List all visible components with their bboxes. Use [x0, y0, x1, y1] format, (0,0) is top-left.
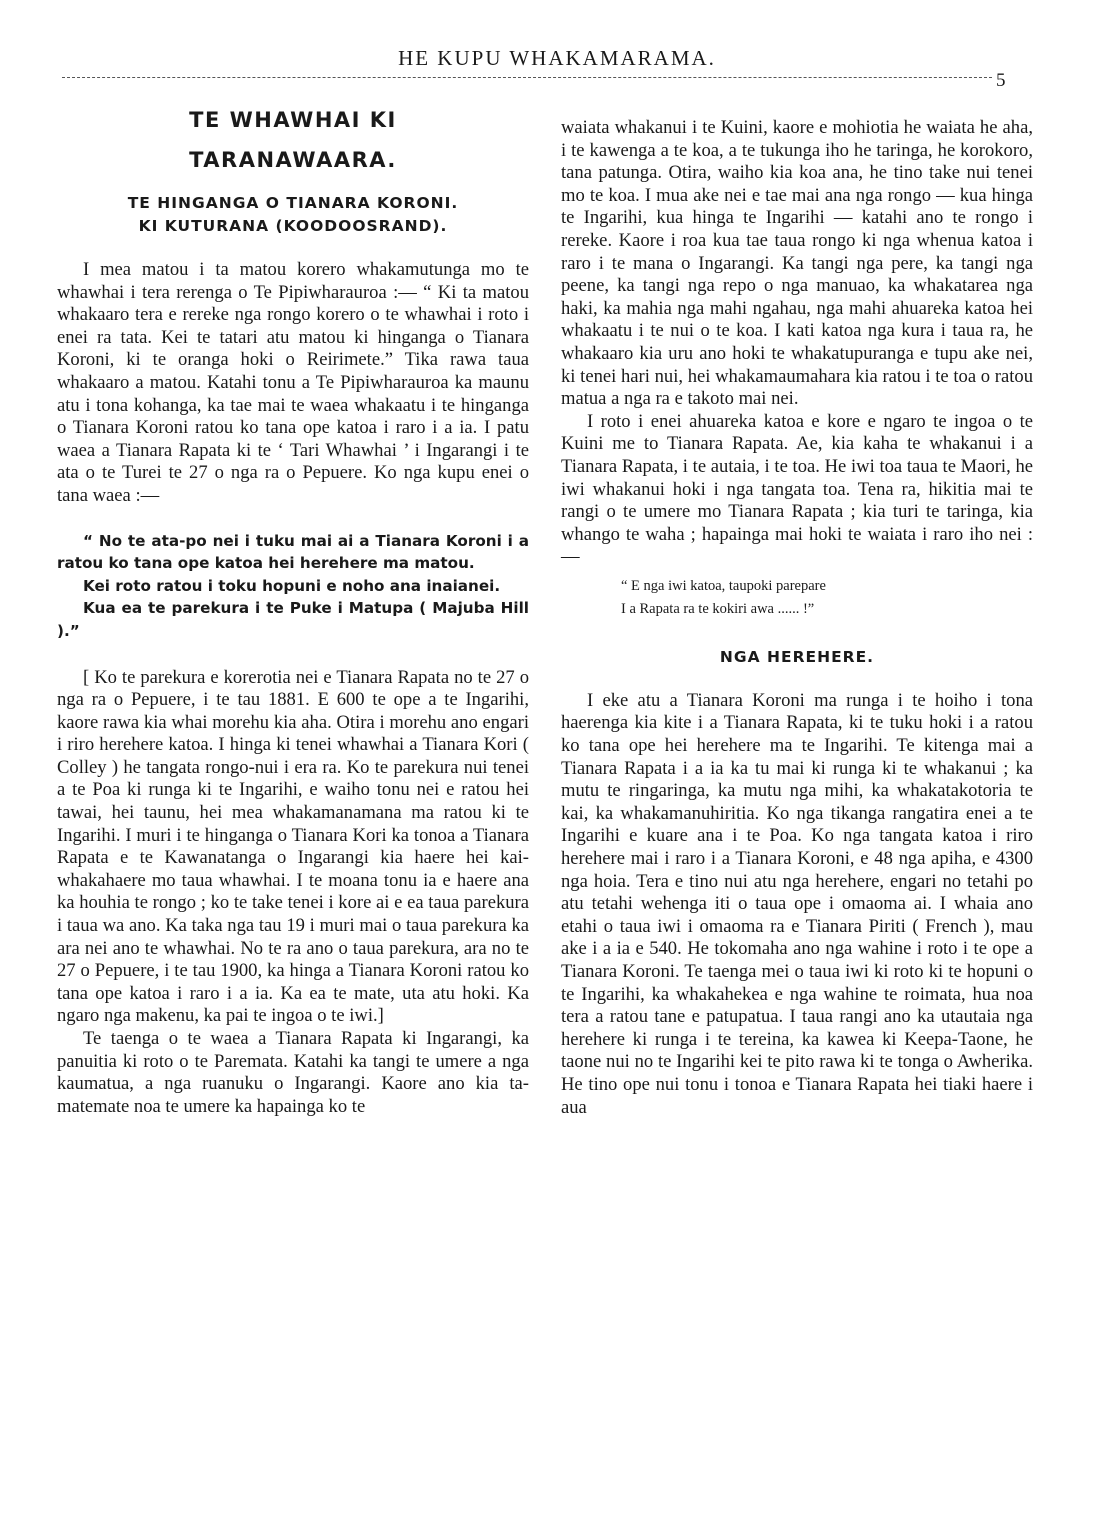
body-paragraph: Te taenga o te waea a Tianara Rapata ki Ingarangi, ka panuitia ki roto o te Paremata. Katahi ka tangi te umere a nga kaumatua, a nga ruanuku o Ingarangi. Kaore ano kia ta-matemate noa te umere ka hapainga ko te: [57, 1028, 529, 1117]
header-rule: [62, 77, 992, 78]
article-subtitle-line2: KI KUTURANA (KOODOOSRAND).: [138, 217, 448, 235]
article-title-line1: TE WHAWHAI KI: [189, 108, 397, 132]
telegram-line: “ No te ata-po nei i tuku mai ai a Tianara Koroni i a ratou ko tana ope katoa hei herehere ma matou.: [57, 531, 529, 573]
article-subtitle: [57, 192, 529, 238]
body-paragraph: [ Ko te parekura e korerotia nei e Tianara Rapata no te 27 o nga ra o Pepuere, i te tau 1881. E 600 te ope a te Ingarihi, kaore rawa kia whai morehu kia aha. Otira i morehu ano engari i riro herehere katoa. I hinga ki tenei whawhai a Tianara Kori ( Colley ) he tangata rongo-nui i era ra. Ko te parekura nui tenei a te Poa ki runga ki te Ingarihi, e waiho tonu nei e ratou hei tawai, hei taunu, hei mea whakamanamana ma ratou ki te Ingarihi. I muri i te hinganga o Tianara Kori ka tonoa a Tianara Rapata e te Kawanatanga o Ingarangi kia haere hei kai-whakahaere mo taua whawhai. I te moana tonu ia e haere ana ka houhia te rongo ; ko te take tenei i kore ai e ea taua parekura i taua wa ano. Ka taka nga tau 19 i muri mai o taua parekura ka ara nei ano te whawhai. No te ra ano o taua parekura, ara no te 27 o Pepuere, i te tau 1900, ka hinga a Tianara Koroni ratou ko tana ope katoa i raro i a ia. Ka ea te mate, uta atu hoki. Ka ngaro nga makenu, ka pai te ingoa o te iwi.]: [57, 666, 529, 1027]
left-column: [57, 100, 529, 1118]
body-paragraph: I eke atu a Tianara Koroni ma runga i te hoiho i tona haerenga kia kite i a Tianara Rapata, ki te tuku hoki i a ratou ko tana ope hei herehere ma te Ingarihi. Te kitenga mai a Tianara Rapata i a ia ka tu mai ki runga ki te whakanui ; ka mutu te ringaringa, ka mutu nga mihi, ka whakatakotoria te kai, ka whakamanuhiritia. Ko nga tikanga rangatira enei a te Ingarihi e kuare ana i te Poa. Ko nga tangata katoa i riro herehere mai i raro i a Tianara Koroni, e 48 nga apiha, e 4300 nga hoia. Tera e tino nui atu nga herehere, engari no tetahi po atu tetahi wehenga iti o taua ope i omaoma ai. I whaia ano etahi o taua iwi i omaoma ra e Tianara Piriti ( French ), mau ake i a ia e 540. He tokomaha ano nga wahine i roto i te ope a Tianara Koroni. Te taenga mei o taua iwi ki roto ki te hopuni o te Ingarihi, ka whakahekea e nga wahine te roimata, hua noa tera a ratou tane e patupatua. I taua rangi ano ka utautaia nga herehere ki runga i te tereina, ka kawea ki Keepa-Taone, he taone nui no te Ingarihi kei te pito rawa ki te tonga o Awherika. He tino ope nui tonu i tonoa e Tianara Rapata hei tiaki haere i aua: [561, 689, 1033, 1118]
verse-quote: [621, 575, 1033, 621]
body-paragraph: I roto i enei ahuareka katoa e kore e ngaro te ingoa o te Kuini me to Tianara Rapata. Ae, kia kaha te whakanui i a Tianara Rapata, i te autaia, i te toa. He iwi toa taua te Maori, he iwi whakanui hoki i nga tangata toa. Tena ra, hikitia mai te rangi o te umere mo Tianara Rapata ; kia turi te taringa, kia whango te waha ; hapainga mai hoki te waiata i raro iho nei :—: [561, 410, 1033, 568]
telegram-quote: [57, 530, 529, 643]
body-paragraph: I mea matou i ta matou korero whakamutunga mo te whawhai i tera rerenga o Te Pipiwharauroa :— “ Ki ta matou whakaaro tera e rereke nga rongo korero o te whawhai i roto i enei ra tata. Kei te tatari atu matou ki hinganga o Tianara Koroni, ki te oranga hoki o Reirimete.” Tika rawa taua whakaaro a matou. Katahi tonu a Te Pipiwharauroa ka maunu atu i tona kohanga, ka tae mai te waea whakaatu i te hinganga o Tianara Koroni ratou ko tana ope katoa i raro i a ia. I patu waea a Tianara Rapata ki te ‘ Tari Whawhai ’ i Ingarangi i te ata o te Turei te 27 o nga ra o Pepuere. Ko nga kupu enei o tana waea :—: [57, 259, 529, 506]
article-subtitle-line1: TE HINGANGA O TIANARA KORONI.: [127, 194, 459, 212]
body-paragraph: waiata whakanui i te Kuini, kaore e mohiotia he waiata he aha, i te kawenga a te koa, a te tukunga iho he taringa, he korokoro, tana patunga. Otira, waiho kia koa ana, he tino take nui tenei mo te koa. I mua ake nei e tae mai ana nga rongo — kua hinga te Ingarihi, kua hinga te Ingarihi — katahi ano te rongo i rereke. Kaore i roa kua tae taua rongo ki nga whenua katoa i raro i te mana o Ingarangi. Ka tangi nga pere, ka tangi nga peene, ka tangi nga repo o nga manuao, ka whakatarea nga haki, ka mahia nga mahi ngahau, nga mahi ahuareka katoa hei whakaatu i te nui o te koa. I kati katoa nga kura i taua ra, he whakaaro kia uru ano hoki te whakatupuranga e tupu ake nei, ki tenei hari nui, hei whakamaumahara kia ratou i te toa o ratou matua a nga ra e takoto mai nei.: [561, 117, 1033, 410]
section-title: NGA HEREHERE.: [719, 647, 875, 666]
telegram-line: Kei roto ratou i toku hopuni e noho ana inaianei.: [83, 576, 501, 595]
verse-line: I a Rapata ra te kokiri awa ...... !”: [621, 600, 815, 617]
article-title: [57, 100, 529, 180]
telegram-line: Kua ea te parekura i te Puke i Matupa ( Majuba Hill ).”: [57, 599, 529, 640]
right-column: [561, 117, 1033, 1119]
running-title: HE KUPU WHAKAMARAMA.: [398, 46, 716, 70]
page-number: 5: [996, 70, 1006, 91]
verse-line: “ E nga iwi katoa, taupoki parepare: [621, 577, 826, 594]
article-title-line2: TARANAWAARA.: [189, 148, 397, 172]
